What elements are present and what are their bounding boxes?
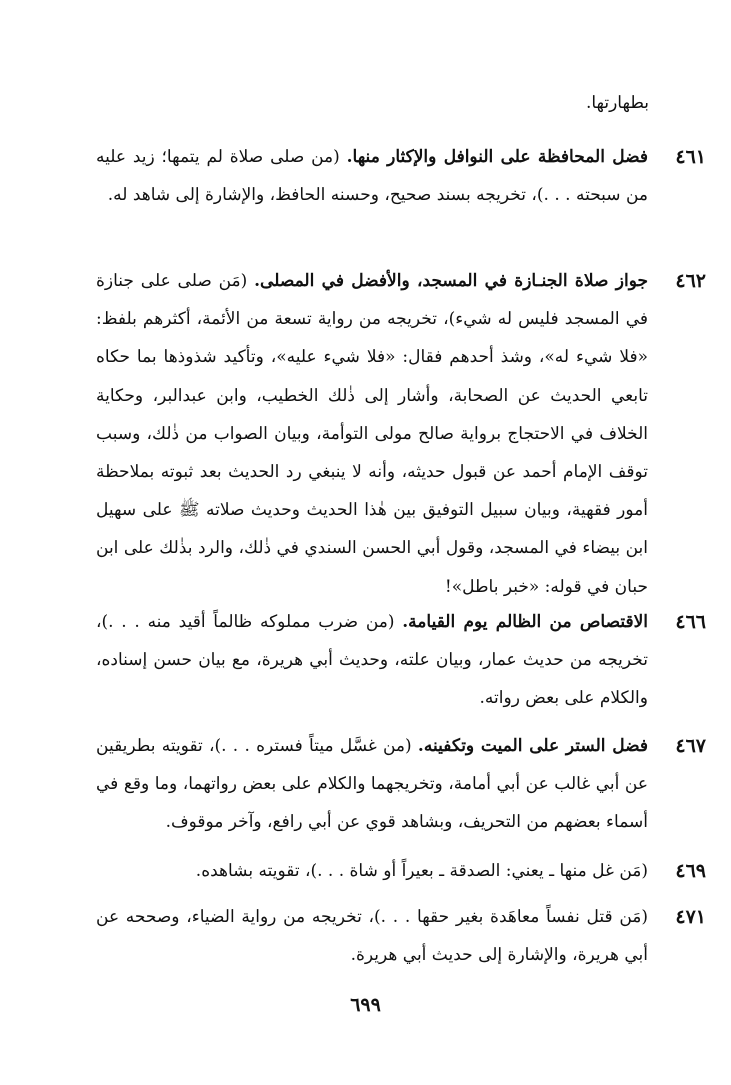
entry-number: ٤٦٦: [675, 611, 706, 633]
entry-text: [96, 727, 648, 842]
entry-462: [96, 262, 706, 606]
entry-body: (مَن صلى على جنازة في المسجد فليس له شيء)، تخريجه من رواية تسعة من الأئمة، أكثرهم بلفظ: «فلا شيء له»، وشذ أحدهم فقال: «فلا شيء عليه»، وتأكيد شذوذها بما حكاه تابعي الحديث عن الصحابة، وأشار إلى ذٰلك الخطيب، وابن عبدالبر، وحكاية الخلاف في الاحتجاج برواية صالح مولى التوأمة، وبيان الصواب من ذٰلك، وسبب توقف الإمام أحمد عن قبول حديثه، وأنه لا ينبغي رد الحديث بعد ثبوته بملاحظة أمور فقهية، وبيان سبيل التوفيق بين هٰذا الحديث وحديث صلاته ﷺ على سهيل ابن بيضاء في المسجد، وقول أبي الحسن السندي في ذٰلك، والرد بذٰلك على ابن حبان في قوله: «خبر باطل»!: [96, 271, 648, 597]
entry-number: ٤٧١: [675, 906, 706, 928]
entry-title: الاقتصاص من الظالم يوم القيامة.: [402, 612, 648, 632]
entry-body: (من صلى صلاة لم يتمها؛ زيد عليه من سبحته . . .)، تخريجه بسند صحيح، وحسنه الحافظ، والإشارة إلى شاهد له.: [96, 147, 648, 206]
entry-number: ٤٦٩: [675, 860, 706, 882]
entry-text: [96, 852, 648, 890]
entry-title: جواز صلاة الجنـازة في المسجد، والأفضل في المصلى.: [254, 271, 648, 291]
entry-471: [96, 898, 706, 974]
entry-467: [96, 727, 706, 842]
entry-text: [96, 262, 648, 606]
entry-number: ٤٦١: [675, 146, 706, 168]
entry-text: [96, 898, 648, 974]
entry-title: فضل المحافظة على النوافل والإكثار منها.: [346, 147, 648, 167]
entry-text: [96, 138, 648, 214]
entry-461: [96, 138, 706, 214]
entry-body: (مَن غل منها ـ يعني: الصدقة ـ بعيراً أو شاة . . .)، تقويته بشاهده.: [195, 861, 648, 881]
page-number: ٦٩٩: [350, 994, 381, 1016]
entry-body: (من غسَّل ميتاً فستره . . .)، تقويته بطريقين عن أبي غالب عن أبي أمامة، وتخريجهما والكلام على بعض رواتهما، وما وقع في أسماء بعضهم من التحريف، وبشاهد قوي عن أبي رافع، وآخر موقوف.: [96, 736, 648, 833]
entry-number: ٤٦٢: [675, 270, 706, 292]
entry-text: [96, 603, 648, 718]
entry-number: ٤٦٧: [675, 735, 706, 757]
entry-469: [96, 852, 706, 890]
entry-466: [96, 603, 706, 718]
continuation-line: بطهارتها.: [585, 93, 649, 113]
entry-title: فضل الستر على الميت وتكفينه.: [417, 736, 648, 756]
entry-body: (مَن قتل نفساً معاهَدة بغير حقها . . .)، تخريجه من رواية الضياء، وصححه عن أبي هريرة، والإشارة إلى حديث أبي هريرة.: [96, 907, 648, 966]
entry-body: (من ضرب مملوكه ظالماً أقيد منه . . .)، تخريجه من حديث عمار، وبيان علته، وحديث أبي هريرة، مع بيان حسن إسناده، والكلام على بعض رواته.: [96, 612, 648, 709]
